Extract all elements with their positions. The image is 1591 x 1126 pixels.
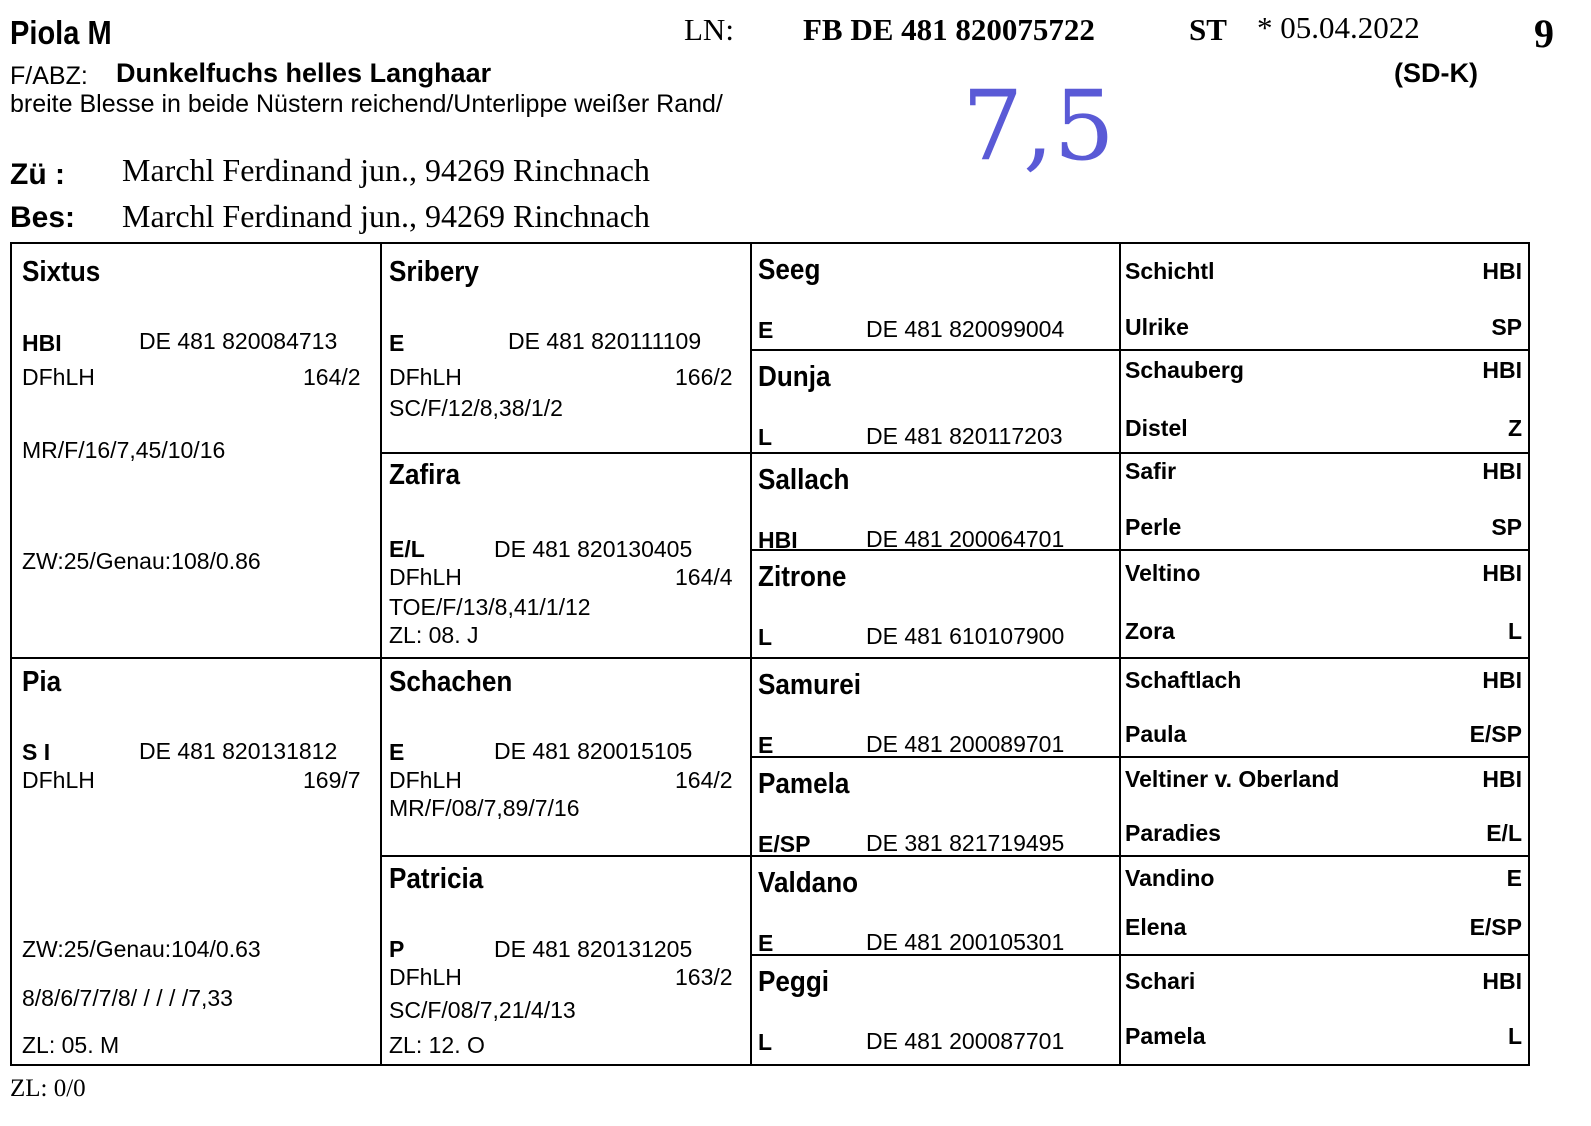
great-great-grandparent-name: Elena <box>1125 914 1187 940</box>
great-great-grandparent-name: Vandino <box>1125 865 1215 891</box>
sire-id: DE 481 820084713 <box>139 328 338 354</box>
dam-code: S I <box>22 739 51 765</box>
great-great-grandparent-name: Distel <box>1125 415 1188 441</box>
st-label: ST <box>1189 12 1227 47</box>
great-great-grandparent-name: Paula <box>1125 721 1187 747</box>
great-grandparent-id: DE 481 200064701 <box>866 526 1065 552</box>
grandparent-name: Zafira <box>389 459 461 491</box>
grandparent-id: DE 481 820015105 <box>494 738 693 764</box>
breeder-label: Zü : <box>10 158 65 191</box>
great-grandparent-name: Seeg <box>758 254 821 286</box>
great-great-grandparent-name: Pamela <box>1125 1023 1206 1049</box>
great-great-grandparent-code: L <box>1507 618 1522 644</box>
great-great-grandparent-code: SP <box>1491 314 1522 340</box>
grandparent-code: P <box>389 936 405 962</box>
great-great-grandparent-code: L <box>1507 1023 1522 1049</box>
grandparent-code: E <box>389 330 405 356</box>
great-grandparent-code: L <box>758 1029 773 1055</box>
color-value: Dunkelfuchs helles Langhaar <box>116 58 492 88</box>
great-grandparent-name: Peggi <box>758 966 830 998</box>
grandparent-size: 164/4 <box>675 564 733 590</box>
grandparent-id: DE 481 820131205 <box>494 936 693 962</box>
great-great-grandparent-code: HBI <box>1482 667 1522 693</box>
owner-value: Marchl Ferdinand jun., 94269 Rinchnach <box>122 198 650 234</box>
grandparent-breed: DFhLH <box>389 564 462 590</box>
great-great-grandparent-code: HBI <box>1482 968 1522 994</box>
great-great-grandparent-name: Schichtl <box>1125 258 1215 284</box>
grandparent-id: DE 481 820130405 <box>494 536 693 562</box>
great-great-grandparent-code: HBI <box>1482 766 1522 792</box>
great-grandparent-code: E <box>758 930 774 956</box>
great-great-grandparent-code: Z <box>1507 415 1522 441</box>
great-great-grandparent-name: Veltiner v. Oberland <box>1125 766 1340 792</box>
great-great-grandparent-code: E <box>1506 865 1522 891</box>
grandparent-performance: SC/F/12/8,38/1/2 <box>389 395 563 421</box>
great-grandparent-code: L <box>758 624 773 650</box>
markings: breite Blesse in beide Nüstern reichend/Unterlippe weißer Rand/ <box>10 90 723 118</box>
grandparent-performance: SC/F/08/7,21/4/13 <box>389 997 576 1023</box>
grandparent-code: E <box>389 739 405 765</box>
grandparent-performance: TOE/F/13/8,41/1/12 <box>389 594 591 620</box>
great-grandparent-name: Sallach <box>758 464 850 496</box>
dam-zl: ZL: 05. M <box>22 1032 120 1058</box>
great-great-grandparent-name: Paradies <box>1125 820 1221 846</box>
great-grandparent-code: E <box>758 732 774 758</box>
ln-label: LN: <box>684 12 734 47</box>
sire-name: Sixtus <box>22 256 101 288</box>
great-great-grandparent-code: SP <box>1491 514 1522 540</box>
grandparent-breed: DFhLH <box>389 767 462 793</box>
grandparent-size: 164/2 <box>675 767 733 793</box>
great-great-grandparent-name: Zora <box>1125 618 1175 644</box>
color-label: F/ABZ: <box>10 62 88 90</box>
owner-label: Bes: <box>10 201 76 234</box>
great-grandparent-id: DE 481 820117203 <box>866 423 1063 449</box>
great-grandparent-code: E <box>758 317 774 343</box>
sire-breed: DFhLH <box>22 364 95 390</box>
dam-scores: 8/8/6/7/7/8/ / / / /7,33 <box>22 985 233 1011</box>
grandparent-performance: MR/F/08/7,89/7/16 <box>389 795 580 821</box>
horse-name: Piola M <box>10 14 112 51</box>
grandparent-name: Schachen <box>389 666 513 698</box>
great-grandparent-code: L <box>758 424 773 450</box>
great-great-grandparent-code: E/SP <box>1469 914 1522 940</box>
great-grandparent-id: DE 481 610107900 <box>866 623 1065 649</box>
grandparent-code: E/L <box>389 536 425 562</box>
grandparent-breed: DFhLH <box>389 364 462 390</box>
sire-size: 164/2 <box>303 364 361 390</box>
dam-breeding-value: ZW:25/Genau:104/0.63 <box>22 936 261 962</box>
great-great-grandparent-code: E/SP <box>1469 721 1522 747</box>
dam-id: DE 481 820131812 <box>139 738 338 764</box>
great-great-grandparent-code: HBI <box>1482 458 1522 484</box>
great-great-grandparent-name: Schari <box>1125 968 1196 994</box>
great-great-grandparent-name: Schauberg <box>1125 357 1244 383</box>
sire-performance: MR/F/16/7,45/10/16 <box>22 437 226 463</box>
footer-zl: ZL: 0/0 <box>10 1075 86 1102</box>
birth-date: * 05.04.2022 <box>1257 10 1420 45</box>
dam-size: 169/7 <box>303 767 361 793</box>
great-great-grandparent-code: HBI <box>1482 357 1522 383</box>
great-grandparent-id: DE 481 200105301 <box>866 929 1065 955</box>
great-great-grandparent-code: HBI <box>1482 560 1522 586</box>
page-number: 9 <box>1534 11 1554 56</box>
great-grandparent-id: DE 381 821719495 <box>866 830 1065 856</box>
great-grandparent-code: HBI <box>758 527 798 553</box>
great-grandparent-name: Zitrone <box>758 561 847 593</box>
classification-code: (SD-K) <box>1394 58 1478 88</box>
grandparent-zl: ZL: 08. J <box>389 622 479 648</box>
breeder-value: Marchl Ferdinand jun., 94269 Rinchnach <box>122 152 650 188</box>
great-great-grandparent-code: HBI <box>1482 258 1522 284</box>
sire-breeding-value: ZW:25/Genau:108/0.86 <box>22 548 261 574</box>
great-great-grandparent-name: Ulrike <box>1125 314 1189 340</box>
great-grandparent-name: Pamela <box>758 768 850 800</box>
great-great-grandparent-name: Perle <box>1125 514 1182 540</box>
ln-value: FB DE 481 820075722 <box>803 12 1095 47</box>
dam-name: Pia <box>22 666 62 698</box>
great-great-grandparent-name: Veltino <box>1125 560 1201 586</box>
great-great-grandparent-code: E/L <box>1486 820 1522 846</box>
grandparent-id: DE 481 820111109 <box>508 328 702 354</box>
grandparent-zl: ZL: 12. O <box>389 1032 485 1058</box>
great-grandparent-id: DE 481 200087701 <box>866 1028 1065 1054</box>
dam-breed: DFhLH <box>22 767 95 793</box>
great-grandparent-name: Dunja <box>758 361 831 393</box>
grandparent-name: Sribery <box>389 256 479 288</box>
grandparent-size: 166/2 <box>675 364 733 390</box>
handwritten-score: 7,5 <box>962 70 1115 182</box>
sire-code: HBI <box>22 330 62 356</box>
great-grandparent-code: E/SP <box>758 831 811 857</box>
great-grandparent-id: DE 481 820099004 <box>866 316 1065 342</box>
grandparent-name: Patricia <box>389 863 484 895</box>
great-great-grandparent-name: Schaftlach <box>1125 667 1242 693</box>
great-great-grandparent-name: Safir <box>1125 458 1177 484</box>
grandparent-size: 163/2 <box>675 964 733 990</box>
grandparent-breed: DFhLH <box>389 964 462 990</box>
great-grandparent-id: DE 481 200089701 <box>866 731 1065 757</box>
great-grandparent-name: Valdano <box>758 867 859 899</box>
great-grandparent-name: Samurei <box>758 669 862 701</box>
